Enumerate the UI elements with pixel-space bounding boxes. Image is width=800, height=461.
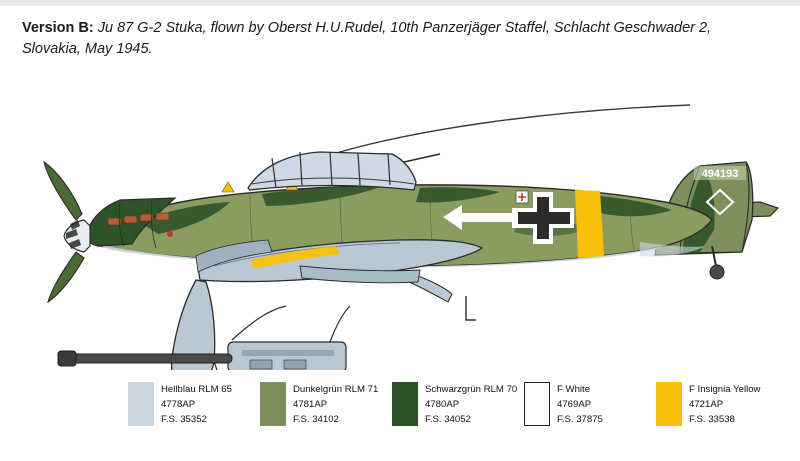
color-swatch: [260, 382, 286, 426]
legend-color-name: F White: [557, 384, 591, 395]
color-swatch: [524, 382, 550, 426]
underwing-antenna: [466, 296, 476, 320]
propeller-blade-lower: [48, 252, 84, 302]
legend-color-fs: F.S. 35352: [161, 413, 207, 425]
rear-gun: [404, 154, 440, 162]
caption-version-label: Version B:: [22, 20, 94, 36]
color-swatch: [656, 382, 682, 426]
service-triangle-1: [222, 182, 234, 192]
tail-wheel: [710, 265, 724, 279]
serial-number: 494193: [701, 168, 739, 180]
legend-color-name: Hellblau RLM 65: [161, 384, 232, 395]
legend-item: [524, 382, 656, 444]
legend-item: [128, 382, 260, 444]
legend-color-fs: F.S. 33538: [689, 413, 735, 425]
cannon-pylon: [232, 306, 286, 340]
yellow-band: [575, 190, 604, 258]
legend-color-fs: F.S. 37875: [557, 413, 603, 425]
cannon-pod-left: [228, 342, 346, 370]
legend-color-fs: F.S. 34102: [293, 413, 339, 425]
legend-item: [656, 382, 788, 444]
aircraft-profile-illustration: [0, 70, 800, 370]
legend-color-name: F Insignia Yellow: [689, 384, 761, 395]
cannon-pylon-2: [330, 306, 350, 342]
cannon-muzzle-brake: [58, 351, 76, 366]
legend-color-code: 4778AP: [161, 398, 196, 410]
legend-color-code: 4781AP: [293, 398, 328, 410]
propeller-blade-upper: [44, 162, 82, 220]
legend-item: [392, 382, 524, 444]
nose-marking-dot: [167, 231, 173, 237]
color-legend: [128, 382, 788, 444]
legend-color-code: 4769AP: [557, 398, 592, 410]
legend-color-code: 4780AP: [425, 398, 460, 410]
legend-color-name: Schwarzgrün RLM 70: [425, 384, 518, 395]
color-swatch: [392, 382, 418, 426]
top-divider: [0, 0, 800, 6]
legend-color-code: 4721AP: [689, 398, 724, 410]
caption-text: Ju 87 G-2 Stuka, flown by Oberst H.U.Rudel, 10th Panzerjäger Staffel, Schlacht Geschwader 2, Slovakia, May 1945.: [22, 20, 712, 58]
legend-item: [260, 382, 392, 444]
legend-color-name: Dunkelgrün RLM 71: [293, 384, 379, 395]
cannon-barrel: [60, 354, 232, 363]
color-swatch: [128, 382, 154, 426]
caption: [22, 18, 772, 60]
legend-color-fs: F.S. 34052: [425, 413, 471, 425]
unit-shield: [516, 191, 528, 203]
